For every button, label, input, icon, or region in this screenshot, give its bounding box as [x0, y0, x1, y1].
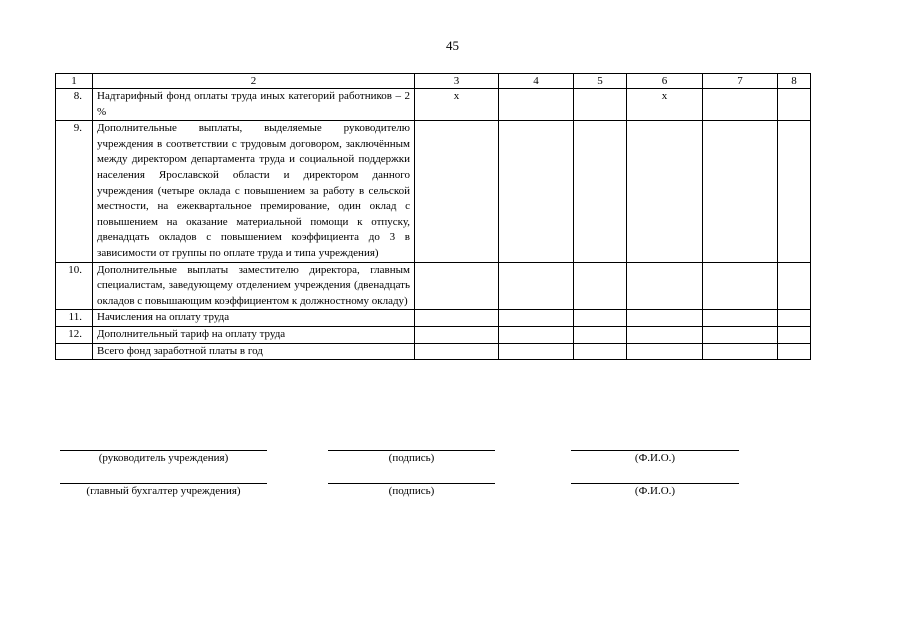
column-header: 6 [627, 74, 703, 89]
table-cell [778, 326, 811, 343]
table-cell [703, 262, 778, 310]
table-row [56, 310, 811, 327]
row-number: 8. [56, 89, 93, 121]
table-row [56, 121, 811, 262]
table-cell [574, 310, 627, 327]
director-caption: (руководитель учреждения) [98, 452, 229, 464]
table-row [56, 89, 811, 121]
table-cell [574, 89, 627, 121]
signature-line [328, 483, 495, 484]
table-cell: x [627, 89, 703, 121]
column-header: 3 [415, 74, 499, 89]
signature-line [60, 450, 267, 451]
table-cell [778, 343, 811, 360]
table-cell [499, 121, 574, 262]
signature-line [328, 450, 495, 451]
column-header: 2 [93, 74, 415, 89]
table-cell [627, 326, 703, 343]
table-cell [778, 89, 811, 121]
table-cell [499, 326, 574, 343]
signature-caption: (подпись) [388, 485, 435, 497]
row-number [56, 343, 93, 360]
row-description: Дополнительные выплаты заместителю директора, главным специалистам, заведующему отделением учреждения (двенадцать окладов с повышающим коэффициентом к должностному окладу) [93, 262, 415, 310]
table-cell [415, 326, 499, 343]
table-cell [703, 121, 778, 262]
table-cell [499, 89, 574, 121]
table-cell [499, 343, 574, 360]
table-cell [703, 89, 778, 121]
table-cell [574, 326, 627, 343]
table-cell [627, 310, 703, 327]
signature-line [571, 483, 739, 484]
column-header: 8 [778, 74, 811, 89]
table-cell [703, 343, 778, 360]
table-cell: x [415, 89, 499, 121]
table-cell [415, 121, 499, 262]
signature-line [571, 450, 739, 451]
table-cell [574, 343, 627, 360]
table-cell [703, 326, 778, 343]
column-header: 4 [499, 74, 574, 89]
name-caption: (Ф.И.О.) [634, 452, 676, 464]
row-description: Начисления на оплату труда [93, 310, 415, 327]
row-description: Всего фонд заработной платы в год [93, 343, 415, 360]
table-cell [499, 262, 574, 310]
row-number: 12. [56, 326, 93, 343]
column-header: 1 [56, 74, 93, 89]
table-cell [499, 310, 574, 327]
table-cell [778, 262, 811, 310]
payroll-table [55, 73, 811, 360]
signature-caption: (подпись) [388, 452, 435, 464]
table-cell [778, 121, 811, 262]
row-number: 11. [56, 310, 93, 327]
accountant-caption: (главный бухгалтер учреждения) [86, 485, 241, 497]
table-cell [703, 310, 778, 327]
table-header-row [56, 74, 811, 89]
row-description: Дополнительные выплаты, выделяемые руководителю учреждения в соответствии с трудовым договором, заключённым между директором департамента труда и социальной поддержки населения Ярославской области и директором данного учреждения (четыре оклада с повышением за работу в сельской местности, на ежеквартальное премирование, один оклад с повышением на оказание материальной помощи к отпуску, двенадцать окладов с повышением коэффициента до 3 в зависимости от группы по оплате труда и типа учреждения) [93, 121, 415, 262]
column-header: 5 [574, 74, 627, 89]
table-cell [574, 262, 627, 310]
table-cell [415, 262, 499, 310]
table-cell [415, 343, 499, 360]
table-row [56, 326, 811, 343]
table-cell [627, 343, 703, 360]
name-caption: (Ф.И.О.) [634, 485, 676, 497]
table-cell [627, 121, 703, 262]
table-row [56, 262, 811, 310]
row-description: Дополнительный тариф на оплату труда [93, 326, 415, 343]
row-description: Надтарифный фонд оплаты труда иных категорий работников – 2 % [93, 89, 415, 121]
table-cell [574, 121, 627, 262]
table-cell [627, 262, 703, 310]
page-number: 45 [446, 38, 459, 53]
table-cell [415, 310, 499, 327]
signature-line [60, 483, 267, 484]
column-header: 7 [703, 74, 778, 89]
table-row [56, 343, 811, 360]
row-number: 10. [56, 262, 93, 310]
table-cell [778, 310, 811, 327]
row-number: 9. [56, 121, 93, 262]
